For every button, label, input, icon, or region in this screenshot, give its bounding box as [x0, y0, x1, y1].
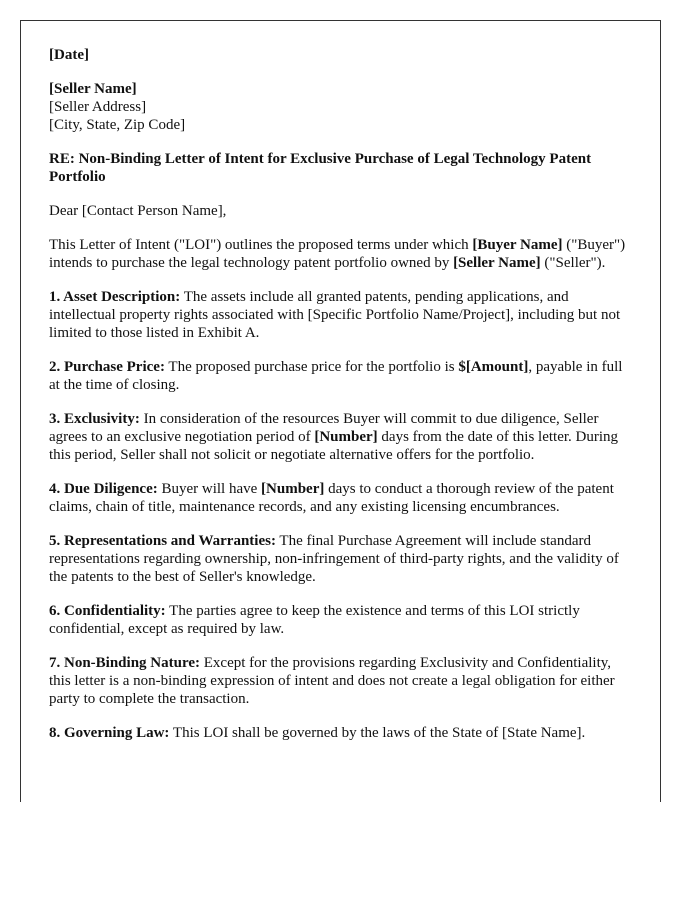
section-text: The proposed purchase price for the portfolio is	[164, 359, 459, 375]
section-non-binding	[49, 654, 632, 708]
section-heading: 4. Due Diligence:	[49, 481, 158, 497]
subject-line	[49, 150, 632, 186]
subject: RE: Non-Binding Letter of Intent for Exclusive Purchase of Legal Technology Patent Portfolio	[49, 151, 592, 185]
seller-name-ref: [Seller Name]	[453, 255, 541, 271]
section-text: This LOI shall be governed by the laws of the State of [State Name].	[169, 725, 586, 741]
section-heading: 3. Exclusivity:	[49, 411, 140, 427]
section-confidentiality	[49, 602, 632, 638]
amount: $[Amount]	[458, 359, 529, 375]
section-heading: 5. Representations and Warranties:	[49, 533, 276, 549]
section-text: The final Purchase Agreement will include standard representations regarding ownership, non-infringement of third-party rights, and the validity of the patents to the best of Seller's knowledge.	[49, 533, 619, 585]
section-text: , payable in full at the time of closing.	[49, 359, 623, 393]
intro-text: ("Seller").	[540, 255, 606, 271]
section-text: days to conduct a thorough review of the patent claims, chain of title, maintenance records, and any existing licensing encumbrances.	[49, 481, 614, 515]
section-due-diligence	[49, 480, 632, 516]
seller-block	[49, 80, 632, 134]
section-exclusivity	[49, 410, 632, 464]
section-text: days from the date of this letter. During this period, Seller shall not solicit or negotiate alternative offers for the portfolio.	[49, 429, 619, 463]
section-asset-description	[49, 288, 632, 342]
intro-paragraph	[49, 236, 632, 272]
section-heading: 6. Confidentiality:	[49, 603, 166, 619]
buyer-name: [Buyer Name]	[472, 237, 563, 253]
salutation: Dear [Contact Person Name],	[49, 203, 227, 219]
number-placeholder: [Number]	[314, 429, 378, 445]
section-text: Except for the provisions regarding Exclusivity and Confidentiality, this letter is a non-binding expression of intent and does not create a legal obligation for either party to complete the transaction.	[49, 655, 615, 707]
number-placeholder: [Number]	[261, 481, 325, 497]
section-text: The parties agree to keep the existence and terms of this LOI strictly confidential, except as required by law.	[49, 603, 580, 637]
letter-page	[20, 20, 661, 802]
section-heading: 7. Non-Binding Nature:	[49, 655, 200, 671]
section-governing-law	[49, 724, 632, 742]
seller-city: [City, State, Zip Code]	[49, 117, 186, 133]
section-purchase-price	[49, 358, 632, 394]
section-heading: 1. Asset Description:	[49, 289, 181, 305]
section-heading: 8. Governing Law:	[49, 725, 170, 741]
seller-address: [Seller Address]	[49, 99, 147, 115]
seller-name: [Seller Name]	[49, 81, 137, 97]
section-text: The assets include all granted patents, pending applications, and intellectual property rights associated with [Specific Portfolio Name/Project], including but not limited to those listed in Exhibit A.	[49, 289, 621, 341]
section-text: Buyer will have	[157, 481, 262, 497]
section-text: In consideration of the resources Buyer will commit to due diligence, Seller agrees to an exclusive negotiation period of	[49, 411, 599, 445]
section-representations	[49, 532, 632, 586]
section-heading: 2. Purchase Price:	[49, 359, 165, 375]
date-line	[49, 46, 632, 64]
intro-text: ("Buyer") intends to purchase the legal technology patent portfolio owned by	[49, 237, 626, 271]
date: [Date]	[49, 47, 89, 63]
intro-text: This Letter of Intent ("LOI") outlines the proposed terms under which	[49, 237, 473, 253]
